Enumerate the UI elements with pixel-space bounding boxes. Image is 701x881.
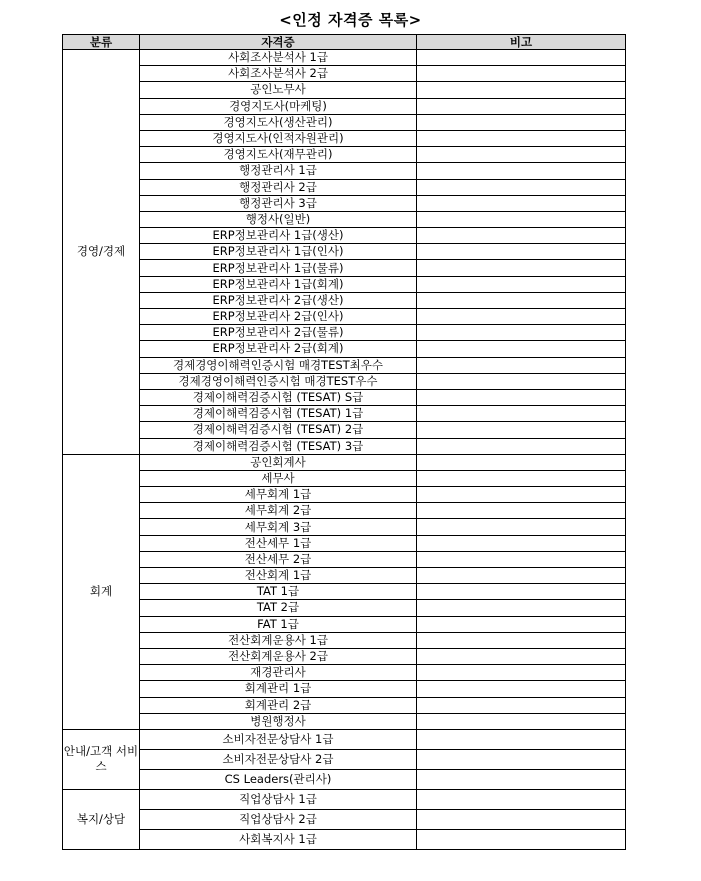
certificate-name-cell: FAT 1급 <box>140 616 417 632</box>
note-cell <box>417 713 626 729</box>
table-row <box>63 470 626 486</box>
table-row <box>63 66 626 82</box>
table-row <box>63 422 626 438</box>
table-row <box>63 211 626 227</box>
table-row <box>63 665 626 681</box>
certificate-name-cell: ERP정보관리사 2급(인사) <box>140 309 417 325</box>
certificate-name-cell: 전산세무 1급 <box>140 535 417 551</box>
table-row <box>63 769 626 789</box>
table-row <box>63 244 626 260</box>
note-cell <box>417 66 626 82</box>
certificate-name-cell: 경제이해력검증시험 (TESAT) 1급 <box>140 406 417 422</box>
certificate-name-cell: 공인회계사 <box>140 454 417 470</box>
note-cell <box>417 616 626 632</box>
table-header-row <box>63 35 626 50</box>
certificate-name-cell: 공인노무사 <box>140 82 417 98</box>
table-row <box>63 600 626 616</box>
note-cell <box>417 179 626 195</box>
table-row <box>63 276 626 292</box>
table-row <box>63 503 626 519</box>
table-row <box>63 535 626 551</box>
table-row <box>63 829 626 849</box>
table-row <box>63 114 626 130</box>
note-cell <box>417 438 626 454</box>
note-cell <box>417 749 626 769</box>
note-cell <box>417 82 626 98</box>
certificate-name-cell: ERP정보관리사 2급(회계) <box>140 341 417 357</box>
table-row <box>63 438 626 454</box>
note-cell <box>417 809 626 829</box>
certificate-name-cell: ERP정보관리사 1급(물류) <box>140 260 417 276</box>
certificate-name-cell: 경영지도사(인적자원관리) <box>140 130 417 146</box>
certificate-name-cell: ERP정보관리사 1급(회계) <box>140 276 417 292</box>
note-cell <box>417 422 626 438</box>
certificate-name-cell: 경제이해력검증시험 (TESAT) 3급 <box>140 438 417 454</box>
note-cell <box>417 829 626 849</box>
category-cell: 경영/경제 <box>63 50 140 455</box>
note-cell <box>417 681 626 697</box>
note-cell <box>417 697 626 713</box>
certificate-name-cell: 전산회계운용사 1급 <box>140 632 417 648</box>
certificate-name-cell: 소비자전문상담사 1급 <box>140 729 417 749</box>
note-cell <box>417 789 626 809</box>
table-row <box>63 130 626 146</box>
certificate-name-cell: 경영지도사(마케팅) <box>140 98 417 114</box>
certificate-name-cell: 재경관리사 <box>140 665 417 681</box>
certificate-name-cell: 사회조사분석사 1급 <box>140 50 417 66</box>
certificate-name-cell: 행정관리사 1급 <box>140 163 417 179</box>
table-row <box>63 713 626 729</box>
note-cell <box>417 648 626 664</box>
certificate-name-cell: ERP정보관리사 1급(생산) <box>140 228 417 244</box>
note-cell <box>417 568 626 584</box>
certificate-name-cell: 사회복지사 1급 <box>140 829 417 849</box>
note-cell <box>417 600 626 616</box>
certificate-name-cell: 경제경영이해력인증시험 매경TEST우수 <box>140 373 417 389</box>
table-row <box>63 697 626 713</box>
certificate-name-cell: 회계관리 2급 <box>140 697 417 713</box>
note-cell <box>417 470 626 486</box>
note-cell <box>417 147 626 163</box>
note-cell <box>417 211 626 227</box>
note-cell <box>417 406 626 422</box>
certificate-name-cell: 전산회계 1급 <box>140 568 417 584</box>
note-cell <box>417 276 626 292</box>
note-cell <box>417 503 626 519</box>
certificate-name-cell: 소비자전문상담사 2급 <box>140 749 417 769</box>
note-cell <box>417 551 626 567</box>
table-row <box>63 195 626 211</box>
table-row <box>63 179 626 195</box>
note-cell <box>417 341 626 357</box>
table-row <box>63 519 626 535</box>
table-row <box>63 789 626 809</box>
note-cell <box>417 130 626 146</box>
note-cell <box>417 632 626 648</box>
note-cell <box>417 228 626 244</box>
certificate-name-cell: TAT 1급 <box>140 584 417 600</box>
table-row <box>63 341 626 357</box>
header-note: 비고 <box>417 35 626 50</box>
certificate-name-cell: 세무회계 1급 <box>140 487 417 503</box>
note-cell <box>417 729 626 749</box>
certificate-name-cell: 경제경영이해력인증시험 매경TEST최우수 <box>140 357 417 373</box>
table-row <box>63 729 626 749</box>
table-row <box>63 260 626 276</box>
page-title: <인정 자격증 목록> <box>279 11 422 29</box>
certificate-name-cell: 전산회계운용사 2급 <box>140 648 417 664</box>
category-cell: 안내/고객 서비스 <box>63 729 140 789</box>
note-cell <box>417 98 626 114</box>
certificate-name-cell: 사회조사분석사 2급 <box>140 66 417 82</box>
table-row <box>63 648 626 664</box>
note-cell <box>417 309 626 325</box>
note-cell <box>417 665 626 681</box>
table-row <box>63 357 626 373</box>
table-row <box>63 228 626 244</box>
certificate-name-cell: 경제이해력검증시험 (TESAT) S급 <box>140 389 417 405</box>
certificate-name-cell: 직업상담사 2급 <box>140 809 417 829</box>
note-cell <box>417 292 626 308</box>
note-cell <box>417 244 626 260</box>
note-cell <box>417 389 626 405</box>
table-row <box>63 325 626 341</box>
certificate-name-cell: 행정관리사 3급 <box>140 195 417 211</box>
table-row <box>63 568 626 584</box>
certificate-name-cell: 병원행정사 <box>140 713 417 729</box>
table-row <box>63 50 626 66</box>
note-cell <box>417 114 626 130</box>
note-cell <box>417 584 626 600</box>
category-cell: 회계 <box>63 454 140 729</box>
certificate-name-cell: ERP정보관리사 1급(인사) <box>140 244 417 260</box>
certificate-name-cell: 행정사(일반) <box>140 211 417 227</box>
table-row <box>63 551 626 567</box>
certificate-name-cell: 세무회계 2급 <box>140 503 417 519</box>
table-row <box>63 681 626 697</box>
table-row <box>63 487 626 503</box>
certificate-name-cell: 회계관리 1급 <box>140 681 417 697</box>
note-cell <box>417 50 626 66</box>
certificate-name-cell: 행정관리사 2급 <box>140 179 417 195</box>
certificate-name-cell: 세무사 <box>140 470 417 486</box>
certificate-table <box>62 34 626 850</box>
note-cell <box>417 535 626 551</box>
header-category: 분류 <box>63 35 140 50</box>
note-cell <box>417 487 626 503</box>
certificate-name-cell: 경영지도사(재무관리) <box>140 147 417 163</box>
note-cell <box>417 260 626 276</box>
table-row <box>63 98 626 114</box>
note-cell <box>417 163 626 179</box>
table-row <box>63 309 626 325</box>
table-row <box>63 389 626 405</box>
note-cell <box>417 357 626 373</box>
table-row <box>63 373 626 389</box>
table-row <box>63 292 626 308</box>
certificate-name-cell: TAT 2급 <box>140 600 417 616</box>
certificate-name-cell: CS Leaders(관리사) <box>140 769 417 789</box>
table-row <box>63 82 626 98</box>
table-row <box>63 163 626 179</box>
certificate-name-cell: ERP정보관리사 2급(물류) <box>140 325 417 341</box>
certificate-name-cell: 전산세무 2급 <box>140 551 417 567</box>
table-row <box>63 632 626 648</box>
table-row <box>63 809 626 829</box>
note-cell <box>417 325 626 341</box>
certificate-name-cell: 경제이해력검증시험 (TESAT) 2급 <box>140 422 417 438</box>
table-row <box>63 147 626 163</box>
category-cell: 복지/상담 <box>63 789 140 849</box>
note-cell <box>417 454 626 470</box>
table-row <box>63 616 626 632</box>
header-name: 자격증 <box>140 35 417 50</box>
certificate-name-cell: 세무회계 3급 <box>140 519 417 535</box>
certificate-name-cell: 경영지도사(생산관리) <box>140 114 417 130</box>
table-row <box>63 406 626 422</box>
note-cell <box>417 519 626 535</box>
table-row <box>63 454 626 470</box>
certificate-name-cell: 직업상담사 1급 <box>140 789 417 809</box>
note-cell <box>417 195 626 211</box>
note-cell <box>417 769 626 789</box>
table-row <box>63 584 626 600</box>
certificate-name-cell: ERP정보관리사 2급(생산) <box>140 292 417 308</box>
note-cell <box>417 373 626 389</box>
table-row <box>63 749 626 769</box>
